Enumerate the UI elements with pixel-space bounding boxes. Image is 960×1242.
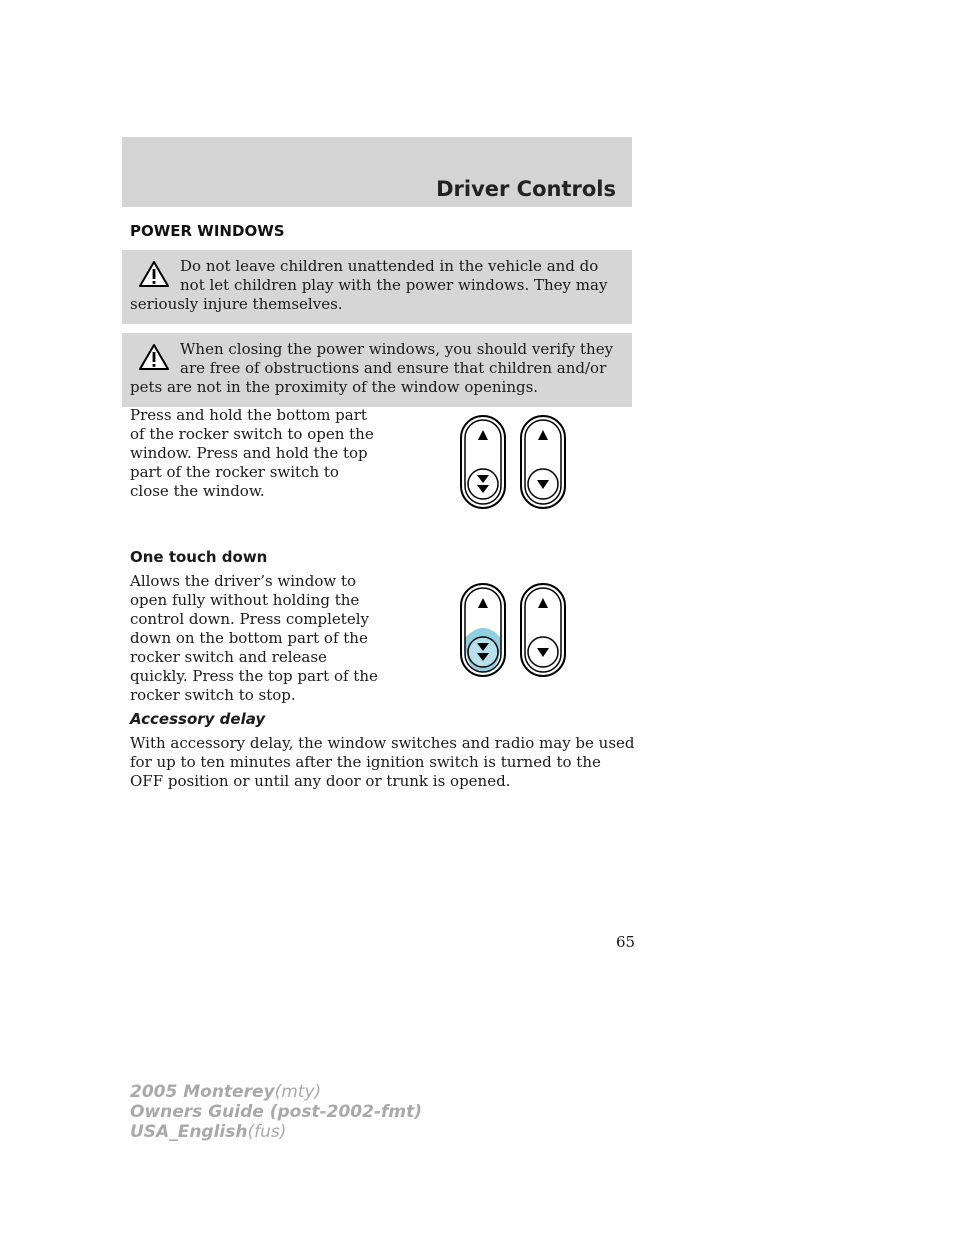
warning-box-1 — [122, 250, 632, 324]
accessory-heading: Accessory delay — [130, 710, 266, 728]
page-number: 65 — [616, 933, 636, 951]
footer-guide: Owners Guide (post-2002-fmt) — [130, 1102, 423, 1122]
header-band — [122, 137, 632, 207]
accessory-paragraph: With accessory delay, the window switches and radio may be used for up to ten minutes after the ignition switch is turned to the OFF position or until any door or trunk is opened. — [130, 734, 635, 790]
footer-line-1 — [130, 1082, 422, 1102]
footer-language-code: (fus) — [247, 1122, 287, 1142]
one-touch-paragraph: Allows the driver’s window to open fully without holding the control down. Press completely down on the bottom part of the rocker switch and release quickly. Press the top part of the rocker switch to stop. — [130, 572, 378, 704]
intro-paragraph: Press and hold the bottom part of the rocker switch to open the window. Press and hold the top part of the rocker switch to close the window. — [130, 406, 374, 500]
footer-line-3 — [130, 1122, 422, 1142]
header-title: Driver Controls — [436, 177, 616, 201]
warning-text-1: Do not leave children unattended in the vehicle and do not let children play with the power windows. They may seriously injure themselves. — [130, 257, 608, 313]
rocker-switch-icon — [455, 580, 575, 680]
warning-text-2: When closing the power windows, you should verify they are free of obstructions and ensure that children and/or pets are not in the proximity of the window openings. — [130, 340, 614, 396]
footer-model: 2005 Monterey — [130, 1082, 275, 1102]
warning-box-2 — [122, 333, 632, 407]
footer-line-2 — [130, 1102, 422, 1122]
section-title: POWER WINDOWS — [130, 222, 285, 240]
footer-language: USA_English — [130, 1122, 248, 1142]
footer — [130, 1082, 422, 1142]
warning-triangle-icon — [138, 260, 170, 288]
rocker-switch-icon — [455, 412, 575, 512]
footer-model-code: (mty) — [274, 1082, 322, 1102]
one-touch-heading: One touch down — [130, 548, 268, 566]
warning-triangle-icon — [138, 343, 170, 371]
